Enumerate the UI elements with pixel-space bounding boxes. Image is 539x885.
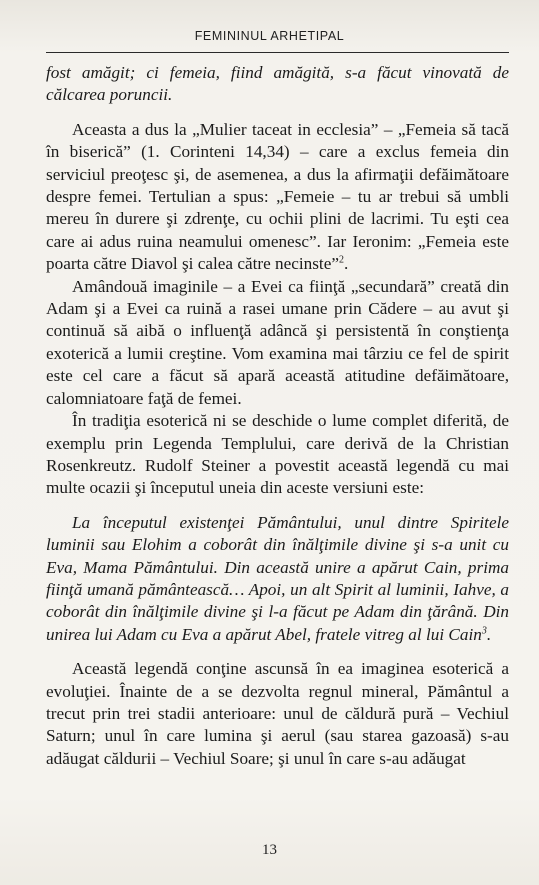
paragraph-legend-meaning: Această legendă conţine ascunsă în ea imaginea esoterică a evoluţiei. Înainte de a se dezvolta regnul mineral, Pământul a trecut prin trei stadii anterioare: unul de căldură pură – Vechiul Saturn; unul în care lumina şi aerul (sau starea gazoasă) s-au adăugat căldurii – Vechiul Soare; şi unul în care s-au adăugat (46, 659, 509, 768)
paragraph-esoteric-tradition: În tradiţia esoterică ni se deschide o lume complet diferită, de exemplu prin Legenda Templului, care derivă de la Christian Rosenkreutz. Rudolf Steiner a povestit această legendă cu mai multe ocazii şi începutul uneia din aceste versiuni este: (46, 411, 509, 498)
paragraph-both-images: Amândouă imaginile – a Evei ca fiinţă „secundară” creată din Adam şi a Evei ca ruină a rasei umane prin Cădere – au avut şi continuă să aibă o influenţă adâncă şi persistentă în conştienţa exoterică a lumii creştine. Vom examina mai târziu ce fel de spirit este cel care a făcut să apară această atitudine defăimătoare, calomniatoare faţă de femei. (46, 276, 509, 408)
running-header: FEMININUL ARHETIPAL (194, 29, 345, 43)
quote-end: . (486, 624, 492, 644)
body-text (46, 62, 509, 770)
paragraph-text: Aceasta a dus la „Mulier taceat in ecclesia” – „Femeia să tacă în biserică” (1. Corinteni 14,34) – care a exclus femeia din serviciul preoţesc şi, de asemenea, a dus la afirmaţii defăimătoare despre femei. Tertulian a spus: „Femeie – tu ar trebui să umbli mereu în durere şi zdrenţe, cu ochii plini de lacrimi. Tu eşti cea care ai adus ruina neamului omenesc”. Iar Ieronim: „Femeia este poarta către Diavol şi calea către necinste” (46, 119, 509, 274)
header-rule (46, 52, 509, 53)
quote-text: La începutul existenţei Pământului, unul dintre Spiritele luminii sau Elohim a coborât din înălţimile divine şi s-a unit cu Eva, Mama Pământului. Din această unire a apărut Cain, prima fiinţă umană pământească… Apoi, un alt Spirit al luminii, Iahve, a coborât din înălţimile divine şi l-a făcut pe Adam din ţărână. Din unirea lui Adam cu Eva a apărut Abel, fratele vitreg al lui Cain (46, 512, 509, 644)
footnote-marker: 2 (338, 254, 344, 266)
footnote-marker: 3 (481, 625, 487, 637)
paragraph-continuation: fost amăgit; ci femeia, fiind amăgită, s-a făcut vinovată de călcarea poruncii. (46, 63, 509, 105)
paragraph-mulier-taceat: Aceasta a dus la „Mulier taceat in ecclesia” – „Femeia să tacă în biserică” (1. Corinteni 14,34) – care a exclus femeia din serviciul preoţesc şi, de asemenea, a dus la afirmaţii defăimătoare despre femei. Tertulian a spus: „Femeie – tu ar trebui să umbli mereu în durere şi zdrenţe, cu ochii plini de lacrimi. Tu eşti cea care ai adus ruina neamului omenesc”. Iar Ieronim: „Femeia este poarta către Diavol şi calea către necinste”$^2$. (46, 119, 509, 274)
page-number: 13 (262, 842, 277, 858)
temple-legend-quote (46, 512, 509, 646)
